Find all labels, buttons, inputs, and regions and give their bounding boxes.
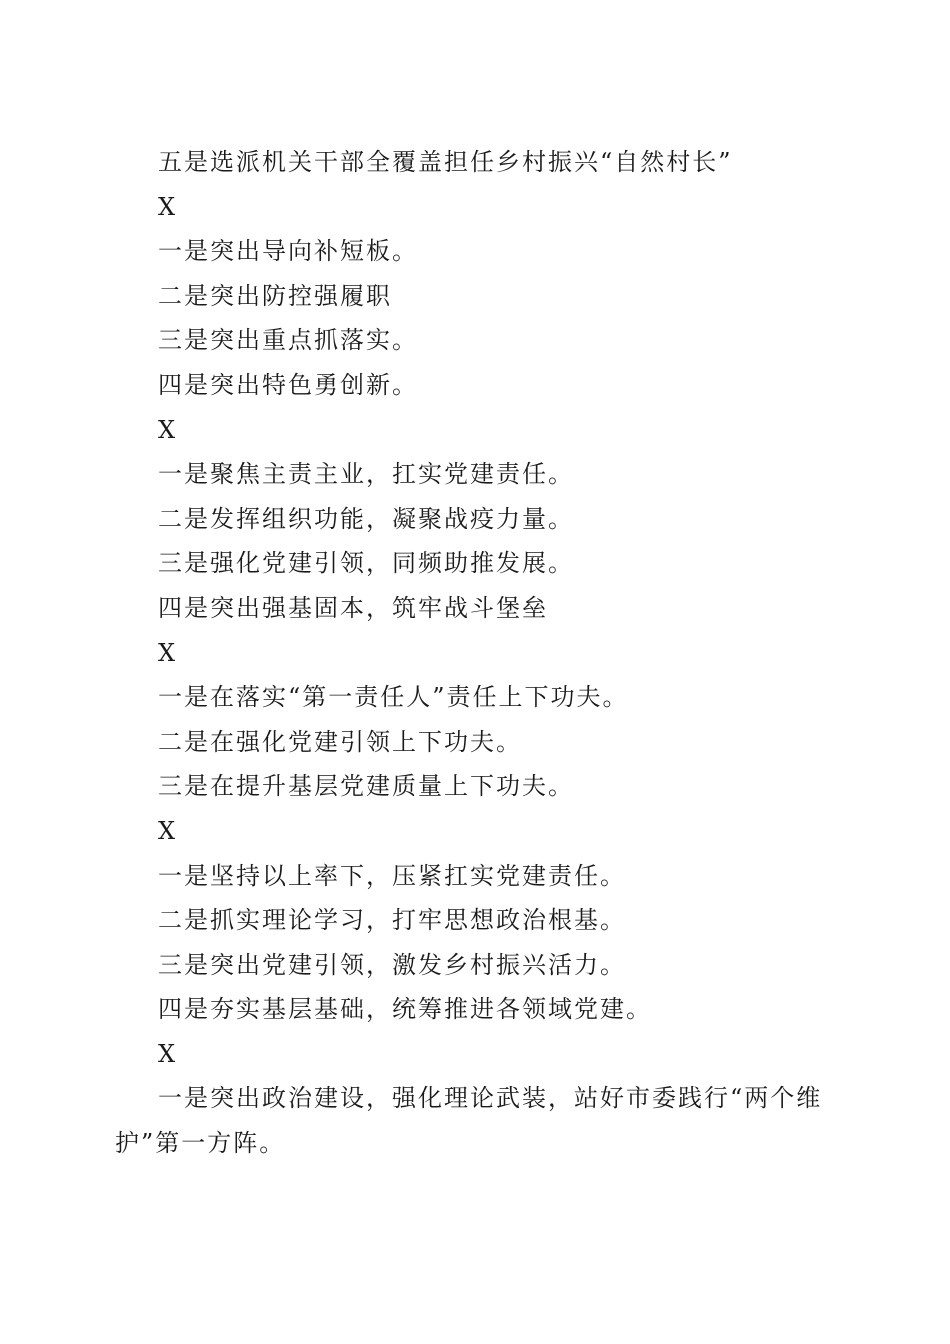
- text-line: 五是选派机关干部全覆盖担任乡村振兴“自然村长”: [158, 148, 733, 176]
- wrapped-paragraph: 一是突出政治建设，强化理论武装，站好市委践行“两个维护”第一方阵。: [115, 1084, 823, 1158]
- section-marker: X: [158, 816, 178, 845]
- section-marker: X: [158, 415, 178, 444]
- section-marker: X: [158, 638, 178, 667]
- text-line: 三是强化党建引领，同频助推发展。: [158, 549, 574, 578]
- text-line: 二是发挥组织功能，凝聚战疫力量。: [158, 504, 574, 533]
- text-line: 一是聚焦主责主业，扛实党建责任。: [158, 460, 574, 489]
- text-line: 四是突出强基固本，筑牢战斗堡垒: [158, 593, 548, 622]
- text-line: 一是在落实“第一责任人”责任上下功夫。: [158, 683, 629, 712]
- text-line: 二是突出防控强履职: [158, 281, 392, 310]
- text-line: 三是在提升基层党建质量上下功夫。: [158, 772, 574, 801]
- section-marker: X: [158, 192, 178, 221]
- text-line: 三是突出重点抓落实。: [158, 326, 418, 355]
- text-line: 三是突出党建引领，激发乡村振兴活力。: [158, 950, 626, 979]
- text-line: 一是坚持以上率下，压紧扛实党建责任。: [158, 861, 626, 890]
- document-body: [115, 140, 835, 1166]
- text-line: 二是抓实理论学习，打牢思想政治根基。: [158, 906, 626, 935]
- text-line: 四是夯实基层基础，统筹推进各领域党建。: [158, 995, 652, 1024]
- text-line: 四是突出特色勇创新。: [158, 370, 418, 399]
- section-marker: X: [158, 1039, 178, 1068]
- text-line: 一是突出导向补短板。: [158, 237, 418, 266]
- text-line: 二是在强化党建引领上下功夫。: [158, 727, 522, 756]
